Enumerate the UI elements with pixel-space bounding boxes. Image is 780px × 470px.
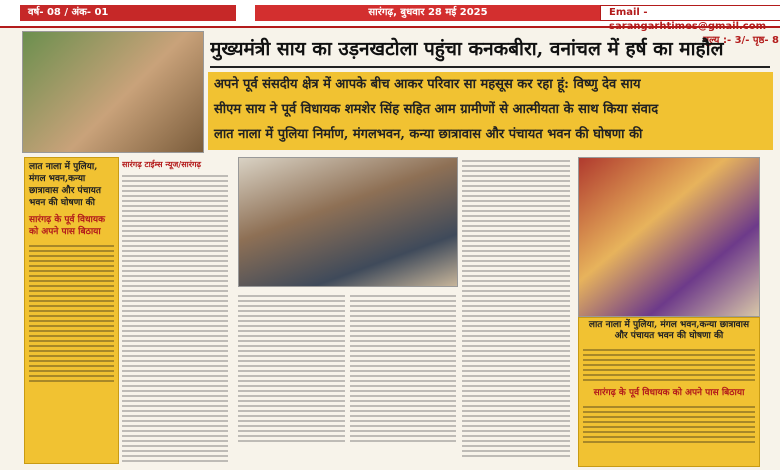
article-column bbox=[122, 157, 228, 462]
right-box-text bbox=[579, 344, 759, 386]
right-highlight-box bbox=[578, 317, 760, 467]
subheadline: लात नाला में पुलिया निर्माण, मंगलभवन, कन्या छात्रावास और पंचायत भवन की घोषणा की bbox=[214, 127, 643, 142]
subheadline-block bbox=[208, 72, 773, 150]
left-box-text bbox=[25, 240, 118, 387]
right-box-subtitle: सारंगढ़ के पूर्व विधायक को अपने पास बिठाया bbox=[593, 388, 745, 398]
left-highlight-box bbox=[24, 157, 119, 464]
right-box-title: लात नाला में पुलिया, मंगल भवन,कन्या छात्रावास और पंचायत भवन की घोषणा की bbox=[588, 320, 750, 341]
article-column bbox=[238, 292, 345, 462]
temple-photo bbox=[578, 157, 760, 317]
event-photo bbox=[238, 157, 458, 287]
price-text: मूल्य :- 3/- पृष्ठ- 8 bbox=[703, 35, 779, 46]
date-label: सारंगढ़, बुधवार 28 मई 2025 bbox=[255, 5, 601, 21]
masthead bbox=[0, 0, 780, 46]
left-box-title: लात नाला में पुलिया, मंगल भवन,कन्या छात्रावास और पंचायत भवन की घोषणा की bbox=[29, 162, 102, 208]
subheadline: सीएम साय ने पूर्व विधायक शमशेर सिंह सहित आम ग्रामीणों से आत्मीयता के साथ किया संवाद bbox=[214, 102, 659, 117]
left-box-subtitle: सारंगढ़ के पूर्व विधायक को अपने पास बिठाया bbox=[29, 215, 105, 237]
issue-label: वर्ष- 08 / अंक- 01 bbox=[20, 5, 236, 21]
article-column bbox=[462, 157, 570, 462]
contact-strip bbox=[600, 5, 780, 46]
byline: सारंगढ़ टाईम्स न्यूज/सारंगढ़ bbox=[122, 159, 201, 169]
email-text[interactable]: Email - sarangarhtimes@gmail.com bbox=[609, 7, 767, 32]
right-box-text bbox=[579, 401, 759, 448]
main-headline: मुख्यमंत्री साय का उड़नखटोला पहुंचा कनकबीरा, वनांचल में हर्ष का माहौल bbox=[210, 32, 770, 68]
article-column bbox=[350, 292, 456, 462]
chief-minister-photo bbox=[22, 31, 204, 153]
subheadline: अपने पूर्व संसदीय क्षेत्र में आपके बीच आकर परिवार सा महसूस कर रहा हूं: विष्णु देव साय bbox=[214, 77, 641, 92]
